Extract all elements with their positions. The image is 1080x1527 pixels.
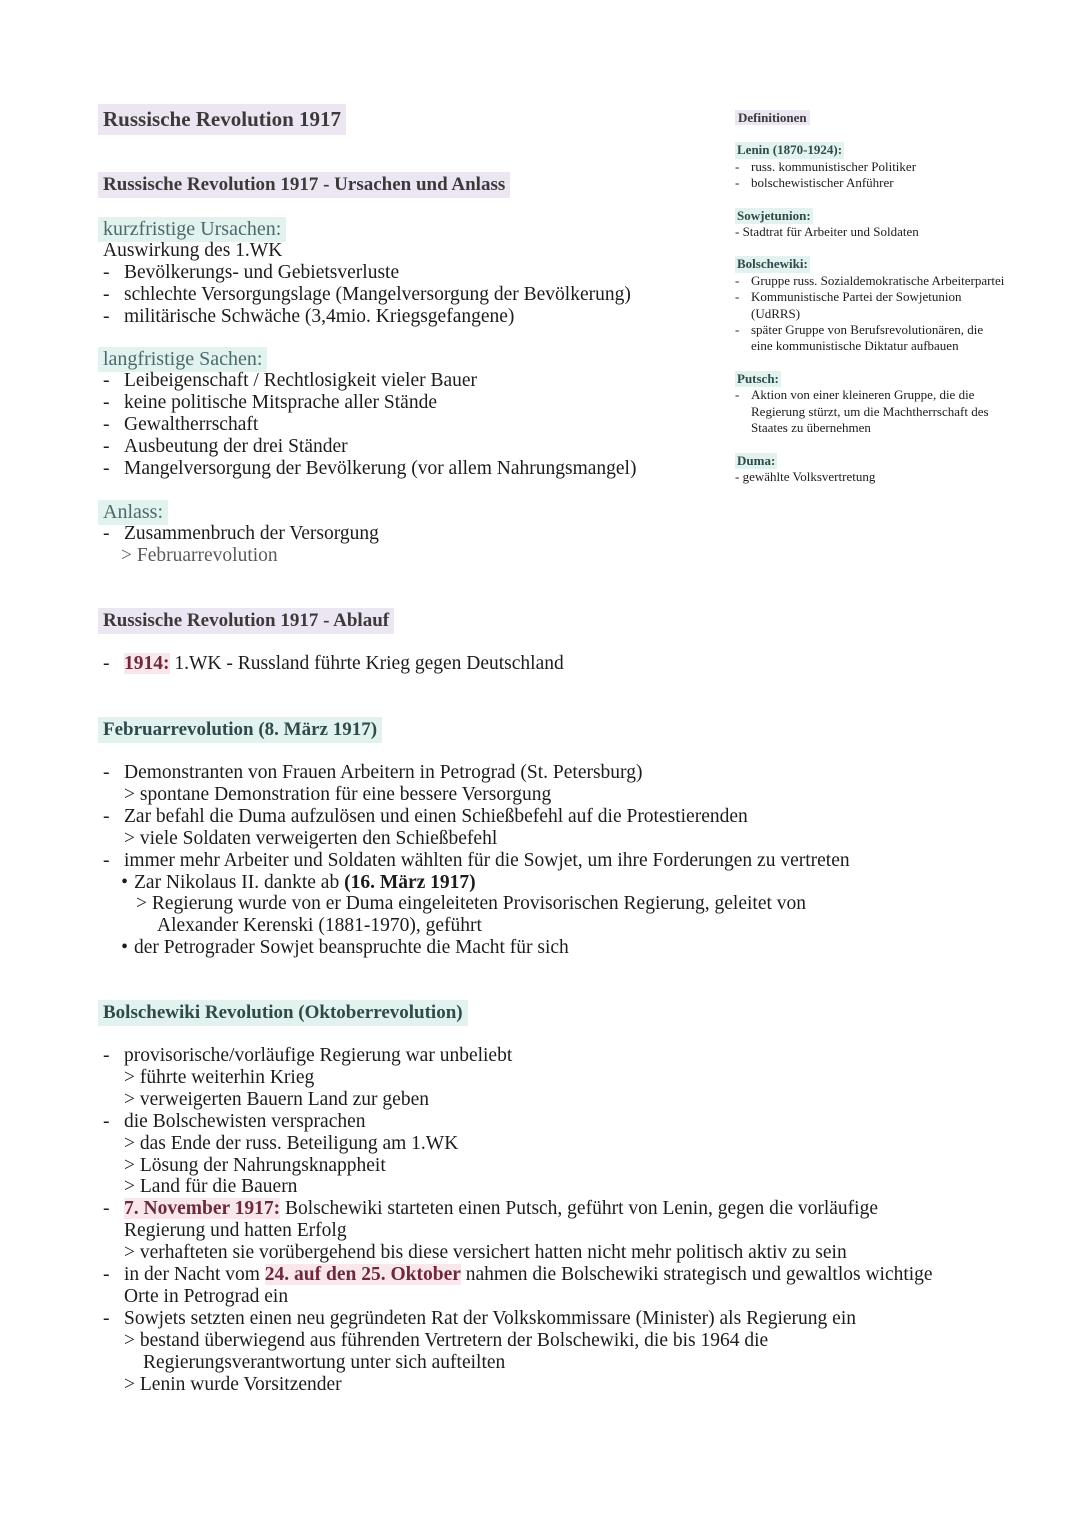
label-occasion: Anlass: <box>103 501 163 523</box>
date-highlight: 1914: <box>124 653 170 674</box>
list-item: - Mangelversorgung der Bevölkerung (vor allem Nahrungsmangel) <box>103 457 637 479</box>
label-long-term-causes: langfristige Sachen: <box>103 348 263 370</box>
list-item: - militärische Schwäche (3,4mio. Kriegsgefangene) <box>103 305 515 327</box>
list-continuation: Regierungsverantwortung unter sich aufteilten <box>143 1351 506 1373</box>
definition-term-duma: Duma: <box>737 452 776 468</box>
section-heading-october-revolution: Bolschewiki Revolution (Oktoberrevolution) <box>101 1000 465 1026</box>
list-item: - in der Nacht vom 24. auf den 25. Oktober nahmen die Bolschewiki strategisch und gewaltlos wichtige <box>103 1264 933 1286</box>
list-subitem: > verhafteten sie vorübergehend bis diese versichert hatten nicht mehr politisch aktiv zu sein <box>124 1242 847 1264</box>
definition-continuation: Staates zu übernehmen <box>751 420 871 436</box>
definition-item: - Gruppe russ. Sozialdemokratische Arbeiterpartei <box>735 272 1005 288</box>
list-subitem: Alexander Kerenski (1881-1970), geführt <box>157 915 482 937</box>
date-highlight: 24. auf den 25. Oktober <box>264 1264 461 1286</box>
list-item: - immer mehr Arbeiter und Soldaten wählten für die Sowjet, um ihre Forderungen zu vertreten <box>103 849 850 871</box>
definitions-sidebar <box>735 110 1055 485</box>
list-item: - Sowjets setzten einen neu gegründeten Rat der Volkskommissare (Minister) als Regierung ein <box>103 1307 856 1329</box>
list-item: - die Bolschewisten versprachen <box>103 1110 366 1132</box>
page-title: Russische Revolution 1917 <box>101 104 343 135</box>
definition-term-putsch: Putsch: <box>737 370 779 386</box>
list-subitem: > das Ende der russ. Beteiligung am 1.WK <box>124 1132 459 1154</box>
section-heading-causes: Russische Revolution 1917 - Ursachen und Anlass <box>101 172 507 198</box>
definition-item: - später Gruppe von Berufsrevolutionären, die <box>735 322 984 338</box>
definition-item: - Kommunistische Partei der Sowjetunion <box>735 289 962 305</box>
list-subitem: > führte weiterhin Krieg <box>124 1066 315 1088</box>
definition-term-bolschewiki: Bolschewiki: <box>737 256 808 272</box>
label-short-term-causes: kurzfristige Ursachen: <box>103 218 282 240</box>
section-heading-course: Russische Revolution 1917 - Ablauf <box>101 608 391 634</box>
definition-term-sowjetunion: Sowjetunion: <box>737 207 811 223</box>
section-heading-february-revolution: Februarrevolution (8. März 1917) <box>101 717 379 743</box>
sidebar-heading: Definitionen <box>735 110 810 125</box>
short-term-intro: Auswirkung des 1.WK <box>103 240 283 261</box>
list-subitem: > viele Soldaten verweigerten den Schießbefehl <box>124 827 498 849</box>
list-item: - Demonstranten von Frauen Arbeitern in Petrograd (St. Petersburg) <box>103 762 643 783</box>
list-subitem: > Februarrevolution <box>121 544 278 566</box>
list-item: - Gewaltherrschaft <box>103 413 259 435</box>
list-item: - Zusammenbruch der Versorgung <box>103 523 379 544</box>
list-item: - 7. November 1917: Bolschewiki starteten einen Putsch, geführt von Lenin, gegen die vorläufige <box>103 1198 878 1220</box>
bullet-item: • der Petrograder Sowjet beanspruchte die Macht für sich <box>121 937 569 959</box>
list-subitem: > bestand überwiegend aus führenden Vertretern der Bolschewiki, die bis 1964 die <box>124 1329 769 1351</box>
list-item: - 1914: 1.WK - Russland führte Krieg gegen Deutschland <box>103 653 564 674</box>
list-item: - Zar befahl die Duma aufzulösen und einen Schießbefehl auf die Protestierenden <box>103 805 748 827</box>
list-item: - provisorische/vorläufige Regierung war unbeliebt <box>103 1045 513 1066</box>
list-continuation: Orte in Petrograd ein <box>124 1285 289 1307</box>
list-item: - keine politische Mitsprache aller Stände <box>103 391 437 413</box>
definition-item: - bolschewistischer Anführer <box>735 175 894 191</box>
definition-continuation: Regierung stürzt, um die Machtherrschaft des <box>751 403 989 419</box>
definition-continuation: (UdRRS) <box>751 305 801 321</box>
list-item: - Leibeigenschaft / Rechtlosigkeit vieler Bauer <box>103 370 478 391</box>
bullet-item: • Zar Nikolaus II. dankte ab (16. März 1917) <box>121 871 476 893</box>
list-continuation: Regierung und hatten Erfolg <box>124 1220 347 1242</box>
list-subitem: > Regierung wurde von er Duma eingeleiteten Provisorischen Regierung, geleitet von <box>136 893 807 915</box>
list-subitem: > Lösung der Nahrungsknappheit <box>124 1154 386 1176</box>
list-subitem: > spontane Demonstration für eine bessere Versorgung <box>124 783 552 805</box>
list-item: - Bevölkerungs- und Gebietsverluste <box>103 261 400 283</box>
definition-item: - Stadtrat für Arbeiter und Soldaten <box>735 224 919 240</box>
date-highlight: 7. November 1917: <box>124 1198 281 1220</box>
definition-term-lenin: Lenin (1870-1924): <box>737 142 843 158</box>
definition-item: - russ. kommunistischer Politiker <box>735 158 917 174</box>
definition-continuation: eine kommunistische Diktatur aufbauen <box>751 338 959 354</box>
list-subitem: > Lenin wurde Vorsitzender <box>124 1373 342 1395</box>
list-subitem: > Land für die Bauern <box>124 1176 298 1198</box>
list-subitem: > verweigerten Bauern Land zur geben <box>124 1088 429 1110</box>
definition-item: - gewählte Volksvertretung <box>735 468 876 484</box>
list-item: - Ausbeutung der drei Ständer <box>103 435 348 457</box>
definition-item: - Aktion von einer kleineren Gruppe, die die <box>735 387 975 403</box>
list-item: - schlechte Versorgungslage (Mangelversorgung der Bevölkerung) <box>103 283 631 305</box>
